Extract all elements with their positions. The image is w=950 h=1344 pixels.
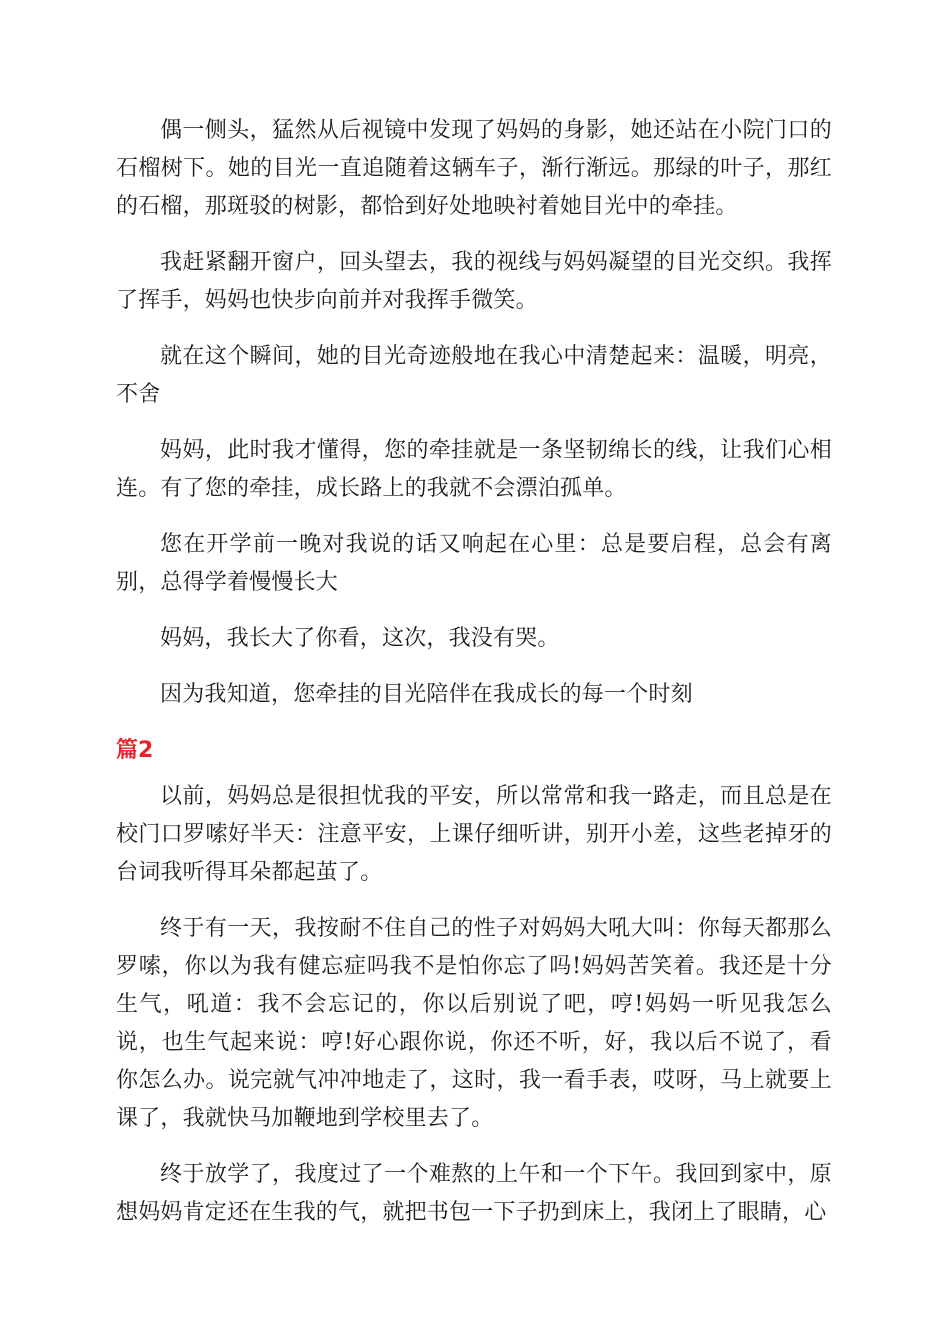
paragraph: 偶一侧头，猛然从后视镜中发现了妈妈的身影，她还站在小院门口的石榴树下。她的目光一直追随着这辆车子，渐行渐远。那绿的叶子，那红的石榴，那斑驳的树影，都恰到好处地映衬着她目光中的牵挂。	[116, 118, 832, 219]
paragraph: 就在这个瞬间，她的目光奇迹般地在我心中清楚起来：温暖，明亮，不舍	[116, 344, 832, 407]
paragraph: 妈妈，我长大了你看，这次，我没有哭。	[160, 626, 560, 651]
paragraph: 妈妈，此时我才懂得，您的牵挂就是一条坚韧绵长的线，让我们心相连。有了您的牵挂，成长路上的我就不会漂泊孤单。	[116, 438, 832, 501]
paragraph: 因为我知道，您牵挂的目光陪伴在我成长的每一个时刻	[160, 682, 693, 707]
paragraph: 我赶紧翻开窗户，回头望去，我的视线与妈妈凝望的目光交织。我挥了挥手，妈妈也快步向前并对我挥手微笑。	[116, 250, 832, 313]
paragraph: 以前，妈妈总是很担忧我的平安，所以常常和我一路走，而且总是在校门口罗嗦好半天：注意平安，上课仔细听讲，别开小差，这些老掉牙的台词我听得耳朵都起茧了。	[116, 784, 832, 885]
section-heading: 篇2	[116, 738, 154, 763]
document-page	[116, 112, 832, 1250]
paragraph: 终于放学了，我度过了一个难熬的上午和一个下午。我回到家中，原想妈妈肯定还在生我的气，就把书包一下子扔到床上，我闭上了眼睛，心	[116, 1162, 832, 1225]
paragraph: 您在开学前一晚对我说的话又响起在心里：总是要启程，总会有离别，总得学着慢慢长大	[116, 532, 832, 595]
paragraph: 终于有一天，我按耐不住自己的性子对妈妈大吼大叫：你每天都那么罗嗦，你以为我有健忘症吗我不是怕你忘了吗!妈妈苦笑着。我还是十分生气，吼道：我不会忘记的，你以后别说了吧，哼!妈妈一听见我怎么说，也生气起来说：哼!好心跟你说，你还不听，好，我以后不说了，看你怎么办。说完就气冲冲地走了，这时，我一看手表，哎呀，马上就要上课了，我就快马加鞭地到学校里去了。	[116, 916, 832, 1131]
